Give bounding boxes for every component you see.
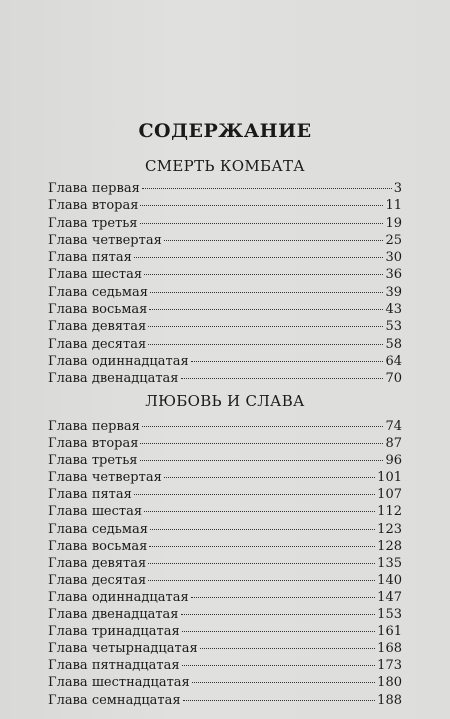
toc-entry-label: Глава седьмая <box>48 284 148 300</box>
toc-dot-leader <box>149 309 383 310</box>
section-title-smert-kombata: СМЕРТЬ КОМБАТА <box>145 157 305 175</box>
toc-entry <box>48 555 402 572</box>
toc-entry-page-number: 147 <box>377 589 402 605</box>
toc-entry-label: Глава третья <box>48 215 138 231</box>
toc-dot-leader <box>142 188 392 189</box>
toc-dot-leader <box>140 223 384 224</box>
toc-entry-label: Глава вторая <box>48 436 139 452</box>
toc-dot-leader <box>182 665 376 666</box>
toc-dot-leader <box>144 274 383 275</box>
toc-entry <box>48 435 402 452</box>
toc-entry-label: Глава третья <box>48 453 138 469</box>
toc-list-lyubov-i-slava <box>48 418 402 709</box>
toc-entry <box>48 623 402 640</box>
toc-dot-leader <box>140 443 383 444</box>
toc-entry-page-number: 173 <box>377 658 402 674</box>
toc-entry-label: Глава двенадцатая <box>48 371 179 387</box>
toc-entry-label: Глава тринадцатая <box>48 624 180 640</box>
toc-dot-leader <box>148 344 383 345</box>
toc-entry <box>48 353 402 370</box>
toc-dot-leader <box>140 460 384 461</box>
toc-entry-page-number: 140 <box>377 572 402 588</box>
toc-entry-page-number: 43 <box>385 302 402 318</box>
toc-entry <box>48 538 402 555</box>
toc-dot-leader <box>183 700 376 701</box>
toc-entry-label: Глава седьмая <box>48 521 148 537</box>
toc-entry <box>48 657 402 674</box>
toc-entry <box>48 674 402 691</box>
toc-dot-leader <box>148 563 375 564</box>
toc-entry-page-number: 25 <box>385 232 402 248</box>
toc-dot-leader <box>148 580 375 581</box>
toc-entry <box>48 692 402 709</box>
toc-dot-leader <box>192 682 375 683</box>
toc-entry-page-number: 168 <box>377 641 402 657</box>
toc-entry <box>48 572 402 589</box>
toc-dot-leader <box>164 240 384 241</box>
toc-dot-leader <box>191 361 384 362</box>
toc-entry <box>48 486 402 503</box>
toc-entry <box>48 318 402 335</box>
toc-entry-label: Глава девятая <box>48 319 147 335</box>
toc-entry-page-number: 180 <box>377 675 402 691</box>
toc-entry-page-number: 58 <box>385 336 402 352</box>
toc-dot-leader <box>181 378 384 379</box>
toc-entry-label: Глава десятая <box>48 336 147 352</box>
toc-entry <box>48 640 402 657</box>
toc-entry-label: Глава вторая <box>48 198 139 214</box>
toc-dot-leader <box>149 546 375 547</box>
toc-entry <box>48 370 402 387</box>
toc-dot-leader <box>134 257 384 258</box>
toc-entry-label: Глава восьмая <box>48 302 148 318</box>
toc-entry <box>48 215 402 232</box>
page-title: СОДЕРЖАНИЕ <box>138 120 312 142</box>
toc-dot-leader <box>148 326 383 327</box>
toc-entry <box>48 469 402 486</box>
toc-entry <box>48 232 402 249</box>
toc-dot-leader <box>144 511 375 512</box>
toc-entry-label: Глава пятая <box>48 487 132 503</box>
toc-dot-leader <box>182 631 376 632</box>
toc-entry <box>48 284 402 301</box>
toc-entry-page-number: 39 <box>385 284 402 300</box>
toc-entry-label: Глава шестнадцатая <box>48 675 190 691</box>
toc-dot-leader <box>150 292 384 293</box>
toc-entry <box>48 521 402 538</box>
toc-entry <box>48 589 402 606</box>
toc-entry <box>48 418 402 435</box>
toc-entry-label: Глава пятая <box>48 250 132 266</box>
toc-entry-page-number: 53 <box>385 319 402 335</box>
toc-entry-label: Глава одиннадцатая <box>48 589 189 605</box>
toc-entry-label: Глава четырнадцатая <box>48 641 198 657</box>
section-title-lyubov-i-slava: ЛЮБОВЬ И СЛАВА <box>145 392 305 410</box>
toc-entry <box>48 503 402 520</box>
toc-entry-label: Глава девятая <box>48 555 147 571</box>
toc-entry-page-number: 135 <box>377 555 402 571</box>
toc-entry-label: Глава одиннадцатая <box>48 353 189 369</box>
toc-entry <box>48 606 402 623</box>
toc-entry-page-number: 70 <box>385 371 402 387</box>
toc-entry-page-number: 128 <box>377 538 402 554</box>
toc-entry <box>48 180 402 197</box>
toc-entry-label: Глава шестая <box>48 504 143 520</box>
toc-entry-page-number: 87 <box>385 436 402 452</box>
toc-entry-label: Глава десятая <box>48 572 147 588</box>
toc-entry-label: Глава четвертая <box>48 470 162 486</box>
toc-dot-leader <box>134 494 375 495</box>
toc-entry-label: Глава семнадцатая <box>48 692 181 708</box>
toc-entry-page-number: 30 <box>385 250 402 266</box>
toc-list-smert-kombata <box>48 180 402 388</box>
toc-entry-page-number: 11 <box>385 198 402 214</box>
toc-entry-label: Глава двенадцатая <box>48 607 179 623</box>
toc-entry <box>48 249 402 266</box>
toc-dot-leader <box>181 614 376 615</box>
toc-entry-page-number: 123 <box>377 521 402 537</box>
toc-entry-page-number: 96 <box>385 453 402 469</box>
toc-entry <box>48 197 402 214</box>
toc-entry-page-number: 19 <box>385 215 402 231</box>
toc-dot-leader <box>150 529 375 530</box>
toc-entry-page-number: 64 <box>385 353 402 369</box>
toc-dot-leader <box>140 205 383 206</box>
toc-entry-label: Глава восьмая <box>48 538 148 554</box>
toc-dot-leader <box>191 597 376 598</box>
toc-dot-leader <box>200 648 376 649</box>
toc-entry-page-number: 112 <box>377 504 402 520</box>
toc-entry-label: Глава первая <box>48 181 140 196</box>
toc-entry-page-number: 101 <box>377 470 402 486</box>
toc-entry-page-number: 3 <box>393 181 402 196</box>
toc-entry <box>48 266 402 283</box>
toc-entry-label: Глава шестая <box>48 267 143 283</box>
toc-entry-page-number: 74 <box>385 419 402 434</box>
toc-entry-page-number: 153 <box>377 607 402 623</box>
toc-entry-label: Глава пятнадцатая <box>48 658 180 674</box>
toc-dot-leader <box>142 426 384 427</box>
toc-entry-page-number: 36 <box>385 267 402 283</box>
toc-entry <box>48 336 402 353</box>
toc-entry <box>48 301 402 318</box>
toc-entry-label: Глава четвертая <box>48 232 162 248</box>
toc-entry-page-number: 188 <box>377 692 402 708</box>
toc-entry-page-number: 161 <box>377 624 402 640</box>
toc-dot-leader <box>164 477 375 478</box>
toc-entry <box>48 452 402 469</box>
toc-entry-label: Глава первая <box>48 419 140 434</box>
toc-entry-page-number: 107 <box>377 487 402 503</box>
